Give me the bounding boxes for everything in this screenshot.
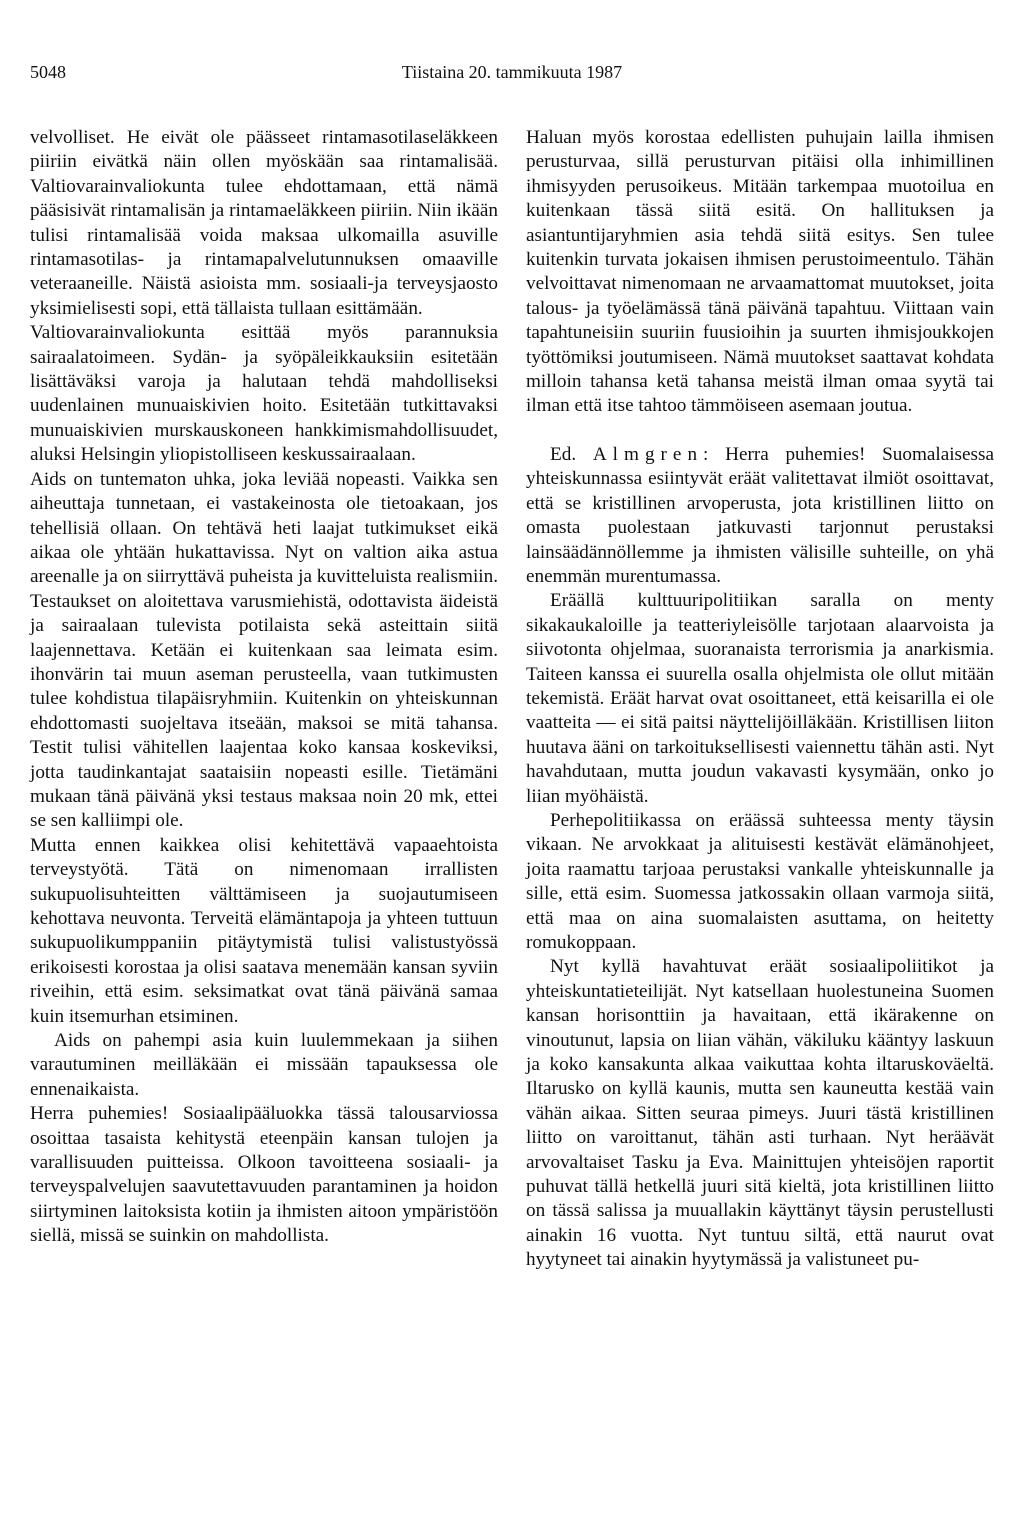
paragraph: Valtiovarainvaliokunta esittää myös parannuksia sairaalatoimeen. Sydän- ja syöpäleikkauksiin esitetään lisättäväksi varoja ja halutaan tehdä mahdolliseksi uudenlainen munuaiskivien hoito. Esitetään tutkittavaksi munuaiskivien murskauskoneen hankkimismahdollisuudet, aluksi Helsingin yliopistolliseen keskussairaalaan. — [30, 322, 498, 466]
speech-opening-text: : Herra puhemies! Suomalaisessa yhteiskunnassa esiintyvät eräät valitettavat ilmiöt osoittavat, että se kristillinen arvoperusta, jota kristillinen liitto on omasta puolestaan jatkuvasti tarjonnut perustaksi lainsäädännöllemme ja ihmisten välisille suhteille, on yhä enemmän murentumassa. — [526, 443, 994, 587]
page-header — [30, 62, 994, 92]
paragraph: Eräällä kulttuuripolitiikan saralla on menty sikakaukaloille ja teatteriyleisölle tarjotaan alaarvoista ja siivotonta ohjelmaa, suoranaista terrorismia ja anarkismia. Taiteen kanssa ei suurella osalla ohjelmista ole ollut mitään tekemistä. Eräät harvat ovat osoittaneet, että keisarilla ei ole vaatteita — ei sitä paitsi näyttelijöilläkään. Kristillisen liiton huutava ääni on tarkoituksellisesti vaiennettu tähän asti. Nyt havahdutaan, mutta joudun vakavasti kysymään, onko jo liian myöhäistä. — [526, 590, 994, 807]
paragraph: Haluan myös korostaa edellisten puhujain lailla ihmisen perusturvaa, sillä perusturvan pitäisi olla inhimillinen ihmisyyden perusoikeus. Mitään tarkempaa muotoilua en kuitenkaan tässä siitä esitä. On hallituksen ja asiantuntijaryhmien asia tehdä siitä esitys. Sen tulee kuitenkin turvata jokaisen ihmisen perustoimeentulo. Tähän velvoittavat nimenomaan ne arvaamattomat muutokset, joita talous- ja työelämässä tänä päivänä tapahtuu. Viittaan vain tapahtuneisiin suuriin fuusioihin ja suurten ihmisjoukkojen työttömiksi joutumiseen. Nämä muutokset saattavat kohdata milloin tahansa ketä tahansa meistä ilman omaa syytä tai ilman että itse tahtoo tämmöiseen asemaan joutua. — [526, 127, 994, 417]
page-date: Tiistaina 20. tammikuuta 1987 — [401, 62, 623, 82]
left-column — [30, 126, 498, 1249]
speech-prefix: Ed. — [550, 443, 577, 465]
speech-opening-paragraph — [526, 443, 994, 589]
paragraph: Nyt kyllä havahtuvat eräät sosiaalipoliitikot ja yhteiskuntatieteilijät. Nyt katsellaan huolestuneina Suomen kansan horisonttiin ja havaitaan, että ikärakenne on vinoutunut, lapsia on liian vähän, väkiluku kääntyy laskuun ja koko kansakunta alkaa vaikuttaa kohta iltaruskoväeltä. Iltarusko on kyllä kaunis, mutta sen kauneutta kestää vain vähän aikaa. Sitten seuraa pimeys. Juuri tästä kristillinen liitto on varoittanut, tähän asti turhaan. Nyt heräävät arvovaltaiset Tasku ja Eva. Mainittujen yhteisöjen raportit puhuvat tällä hetkellä juuri sitä kieltä, jota kristillinen liitto on tässä salissa ja muuallakin käyttänyt täysin perustellusti ainakin 16 vuotta. Nyt tuntuu siltä, että naurut ovat hyytyneet tai ainakin hyytymässä ja valistuneet pu- — [526, 956, 994, 1271]
paragraph: Herra puhemies! Sosiaalipääluokka tässä talousarviossa osoittaa tasaista kehitystä eteenpäin kansan tulojen ja varallisuuden puitteissa. Olkoon tavoitteena sosiaali- ja terveyspalvelujen saavutettavuuden parantaminen ja hoidon siirtyminen laitoksista kotiin ja ihmisten aitoon ympäristöön siellä, missä se suinkin on mahdollista. — [30, 1103, 498, 1247]
right-column — [526, 126, 994, 1273]
paragraph: Aids on tuntematon uhka, joka leviää nopeasti. Vaikka sen aiheuttaja tunnetaan, ei vastakeinosta ole tietoakaan, jos tehellisiä ollaan. On tehtävä heti laajat tutkimukset eikä aikaa ole yhtään hukattavissa. Nyt on valtion aika astua areenalle ja on siirryttävä puheista ja kuvitteluista realismiin. Testaukset on aloitettava varusmiehistä, odottavista äideistä ja sairaalaan tulevista potilaista sekä asteittain siitä laajennettava. Ketään ei kuitenkaan saa leimata esim. ihonvärin tai muun aseman perusteella, vaan tutkimusten tulee kohdistua tilapäisryhmiin. Kuitenkin on yhteiskunnan ehdottomasti suojeltava itseään, maksoi se mitä tahansa. Testit tulisi vähitellen laajentaa koko kansaa koskeviksi, jotta taudinkantajat saataisiin nopeasti esille. Tietämäni mukaan tänä päivänä yksi testaus maksaa noin 20 mk, ettei se sen kalliimpi ole. — [30, 468, 498, 832]
paragraph: velvolliset. He eivät ole päässeet rintamasotilaseläkkeen piiriin eivätkä näin ollen myöskään saa rintamalisää. Valtiovarainvaliokunta tulee ehdottamaan, että nämä pääsisivät rintamalisän ja rintamaeläkkeen piiriin. Niin ikään tulisi rintamalisää voida maksaa ulkomailla asuville rintamasotilas- ja rintamapalvelutunnuksen omaaville veteraaneille. Näistä asioista mm. sosiaali-ja terveysjaosto yksimielisesti sopi, että tällaista tullaan esittämään. — [30, 127, 498, 319]
paragraph: Mutta ennen kaikkea olisi kehitettävä vapaaehtoista terveystyötä. Tätä on nimenomaan irrallisten sukupuolisuhteitten välttämiseen ja suojautumiseen kehottava neuvonta. Terveitä elämäntapoja ja yhteen tuttuun sukupuolikumppaniin pitäytymistä tulisi valistustyössä erikoisesti korostaa ja olisi saatava menemään kansan syviin riveihin, että esim. seksimatkat ovat tänä päivänä samaa kuin itsemurhan etsiminen. — [30, 834, 498, 1027]
speaker-name: Almgren — [592, 443, 704, 465]
paragraph: Perhepolitiikassa on eräässä suhteessa menty täysin vikaan. Ne arvokkaat ja alituisesti kestävät elämänohjeet, joita raamattu tarjoaa perustaksi vankalle yhteiskunnalle ja sille, että esim. Suomessa jatkossakin ollaan varmoja siitä, että maa on aina suomalaisten asuttama, on heitetty romukoppaan. — [526, 809, 994, 953]
paragraph: Aids on pahempi asia kuin luulemmekaan ja siihen varautuminen meilläkään ei missään tapauksessa ole ennenaikaista. — [30, 1030, 498, 1100]
page-number: 5048 — [30, 62, 66, 82]
